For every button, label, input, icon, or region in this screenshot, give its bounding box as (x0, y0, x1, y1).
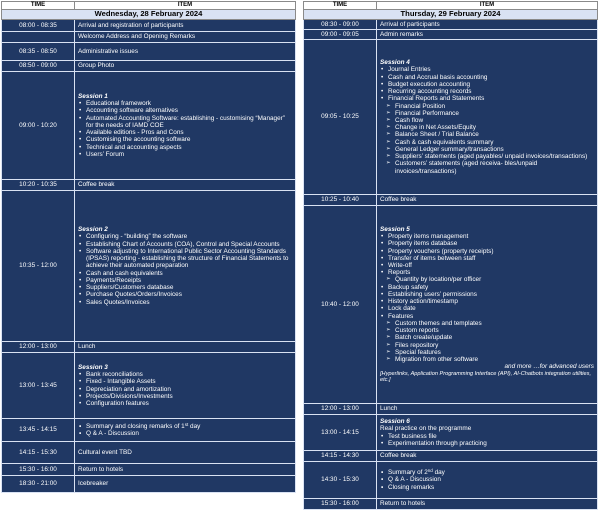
time-cell: 12:00 - 13:00 (2, 342, 75, 353)
time-cell: 08:30 - 09:00 (304, 20, 377, 30)
item-header: ITEM (377, 2, 598, 10)
list-item: ▪ Closing remarks (380, 484, 594, 491)
list-item: • Lock date (380, 305, 594, 312)
schedule-row (304, 195, 598, 206)
schedule-row (2, 419, 296, 442)
time-cell (2, 32, 75, 43)
sub-list-item: ➢ Cash flow (380, 117, 594, 124)
time-cell: 12:00 - 13:00 (304, 404, 377, 415)
list-item: • Technical and accounting aspects (78, 144, 292, 151)
bullet-list (78, 100, 292, 158)
list-item: • Accounting software alternatives (78, 107, 292, 114)
sub-list-item: ➢ Change in Net Assets/Equity (380, 124, 594, 131)
bullet-list (380, 276, 594, 283)
item-cell (377, 462, 598, 499)
bullet-list (380, 103, 594, 175)
schedule-row (304, 20, 598, 30)
list-item: • Automated Accounting Software: establishing - customising “Manager” for the needs of IAMD COE (78, 115, 292, 129)
item-cell (75, 61, 296, 72)
item-cell (75, 342, 296, 353)
item-cell (75, 180, 296, 191)
sub-list-item: ➢ Cash & cash equivalents summary (380, 139, 594, 146)
schedule-day2-table (303, 1, 598, 510)
list-item-text-end: day (432, 469, 445, 477)
time-header: TIME (2, 2, 75, 10)
schedule-row (2, 61, 296, 72)
sub-list-item: ➢ General Ledger summary/transactions (380, 146, 594, 153)
time-cell: 09:00 - 09:05 (304, 30, 377, 40)
time-cell: 10:35 - 12:00 (2, 191, 75, 342)
sub-list-item: ➢ Balance Sheet / Trial Balance (380, 131, 594, 138)
item-header: ITEM (75, 2, 296, 10)
list-item: • Customising the accounting software (78, 136, 292, 143)
item-cell (75, 353, 296, 419)
list-item: • Budget execution accounting (380, 81, 594, 88)
schedule-row (2, 342, 296, 353)
bullet-list (380, 433, 594, 447)
sub-list-item: ➢ Quantity by location/per officer (380, 276, 594, 283)
time-cell: 13:45 - 14:15 (2, 419, 75, 442)
item-cell (377, 195, 598, 206)
item-text: Arrival and registration of participants (78, 21, 184, 29)
item-text: Coffee break (380, 452, 417, 460)
sub-list-item: ➢ Files repository (380, 342, 594, 349)
session-title: Session 3 (78, 363, 108, 371)
list-item (380, 469, 594, 476)
list-item: • Reports (380, 269, 594, 276)
schedule-row (304, 451, 598, 462)
item-cell (75, 72, 296, 180)
session-title: Session 6 (380, 418, 410, 426)
list-item: • Cash and cash equivalents (78, 270, 292, 277)
schedule-row (2, 32, 296, 43)
schedule-row (2, 180, 296, 191)
list-item: • Cash and Accrual basis accounting (380, 74, 594, 81)
bullet-list (380, 469, 594, 476)
item-text: Administrative issues (78, 47, 139, 55)
list-item: • Test business file (380, 433, 594, 440)
list-item-text-end: day (188, 422, 201, 430)
time-cell: 10:25 - 10:40 (304, 195, 377, 206)
session-title: Session 2 (78, 226, 108, 234)
session-lead: Real practice on the programme (380, 425, 472, 433)
list-item: • Transfer of items between staff (380, 255, 594, 262)
list-item: • Fixed - Intangible Assets (78, 378, 292, 385)
advanced-note: [Hyperlinks, Application Programming Interface (API), AI-Chatbots integration utilities, etc.] (380, 370, 591, 383)
schedule-row (2, 191, 296, 342)
bullet-list (78, 423, 292, 430)
list-item: ▪ Q & A - Discussion (380, 476, 594, 483)
bullet-list (78, 430, 292, 437)
item-text: Arrival of participants (380, 20, 440, 28)
item-text: Coffee break (380, 196, 417, 204)
item-cell (75, 419, 296, 442)
day-title: Wednesday, 28 February 2024 (2, 10, 296, 20)
item-cell (75, 191, 296, 342)
more-text: and more …for advanced users (504, 363, 594, 371)
time-cell: 08:35 - 08:50 (2, 43, 75, 61)
day-row (304, 10, 598, 20)
sub-list-item: ➢ Migration from other software (380, 356, 594, 363)
list-item: • Property vouchers (property receipts) (380, 248, 594, 255)
item-text: Welcome Address and Opening Remarks (78, 33, 196, 41)
day-title: Thursday, 29 February 2024 (304, 10, 598, 20)
schedule-row (304, 404, 598, 415)
bullet-list (380, 284, 594, 320)
item-cell (377, 40, 598, 195)
session-title: Session 4 (380, 59, 410, 67)
ordinal-suffix: nd (427, 468, 433, 474)
session-title: Session 5 (380, 225, 410, 233)
item-text: Group Photo (78, 62, 115, 70)
sub-list-item: ➢ Financial Performance (380, 110, 594, 117)
sub-list-item: ➢ Suppliers’ statements (aged payables/ unpaid invoices/transactions) (380, 153, 594, 160)
item-text: Admin remarks (380, 30, 423, 38)
list-item: • Sales Quotes/Invoices (78, 299, 292, 306)
time-cell: 13:00 - 14:15 (304, 415, 377, 451)
list-item: • History action/timestamp (380, 298, 594, 305)
item-cell (377, 451, 598, 462)
sub-list-item: ➢ Financial Position (380, 103, 594, 110)
item-cell (377, 404, 598, 415)
time-cell: 08:00 - 08:35 (2, 20, 75, 32)
time-cell: 15:30 - 16:00 (2, 464, 75, 476)
day-row (2, 10, 296, 20)
bullet-list (380, 320, 594, 363)
schedule-row (2, 476, 296, 493)
bullet-list (380, 95, 594, 102)
session-title: Session 1 (78, 92, 108, 100)
list-item: • Experimentation through practicing (380, 440, 594, 447)
item-text: Cultural event TBD (78, 448, 132, 456)
list-item: • Property items management (380, 233, 594, 240)
list-item: • Projects/Divisions/Investments (78, 393, 292, 400)
list-item (78, 423, 292, 430)
sub-list-item: ➢ Batch create/update (380, 334, 594, 341)
bullet-list (78, 233, 292, 305)
sub-list-item: ➢ Customers’ statements (aged receiva- bles/unpaid invoices/transactions) (380, 160, 594, 174)
item-cell (377, 499, 598, 510)
sub-list-item: ➢ Custom themes and templates (380, 320, 594, 327)
item-cell (377, 206, 598, 404)
list-item: • Payments/Receipts (78, 277, 292, 284)
schedule-day1-table (1, 1, 296, 493)
schedule-row (304, 499, 598, 510)
item-cell (377, 30, 598, 40)
sub-list-item: ➢ Custom reports (380, 327, 594, 334)
list-item: • Software adjusting to International Public Sector Accounting Standards (IPSAS) reporting - establishing the structure of Financial Statements to achieve their automated preparation (78, 248, 292, 270)
list-item: • Suppliers/Customers database (78, 284, 292, 291)
schedule-row (304, 30, 598, 40)
item-cell (377, 415, 598, 451)
list-item: • Write-off (380, 262, 594, 269)
item-cell (75, 43, 296, 61)
time-cell: 10:20 - 10:35 (2, 180, 75, 191)
item-text: Coffee break (78, 181, 115, 189)
item-cell (75, 20, 296, 32)
time-cell: 14:15 - 15:30 (2, 442, 75, 464)
list-item: • Establishing users’ permissions (380, 291, 594, 298)
schedule-row (304, 40, 598, 195)
item-cell (75, 32, 296, 43)
schedule-row (304, 415, 598, 451)
item-text: Lunch (380, 405, 398, 413)
list-item: ▪ Q & A - Discussion (78, 430, 292, 437)
time-header: TIME (304, 2, 377, 10)
item-text: Return to hotels (380, 500, 426, 508)
time-cell: 09:05 - 10:25 (304, 40, 377, 195)
schedule-row (2, 43, 296, 61)
time-cell: 10:40 - 12:00 (304, 206, 377, 404)
list-item: • Educational framework (78, 100, 292, 107)
schedule-row (2, 72, 296, 180)
item-text: Icebreaker (78, 480, 109, 488)
ordinal-suffix: st (184, 421, 189, 427)
time-cell: 13:00 - 13:45 (2, 353, 75, 419)
schedule-row (2, 20, 296, 32)
bullet-list (380, 233, 594, 276)
list-item: • Available editions - Pros and Cons (78, 129, 292, 136)
item-cell (75, 442, 296, 464)
list-item-text: Summary and closing remarks of 1 (86, 422, 185, 430)
bullet-list (380, 476, 594, 490)
item-text: Return to hotels (78, 465, 124, 473)
time-cell: 08:50 - 09:00 (2, 61, 75, 72)
list-item: • Purchase Quotes/Orders/Invoices (78, 291, 292, 298)
time-cell: 14:15 - 14:30 (304, 451, 377, 462)
list-item: • Configuring - “building” the software (78, 233, 292, 240)
list-item: • Financial Reports and Statements (380, 95, 594, 102)
list-item: • Configuration features (78, 400, 292, 407)
schedule-row (2, 442, 296, 464)
list-item: • Features (380, 313, 594, 320)
schedule-row (2, 353, 296, 419)
list-item-text: Summary of 2 (388, 469, 428, 477)
list-item: • Journal Entries (380, 66, 594, 73)
item-cell (75, 476, 296, 493)
list-item: • Property items database (380, 240, 594, 247)
list-item: • Recurring accounting records (380, 88, 594, 95)
schedule-row (304, 206, 598, 404)
schedule-row (304, 462, 598, 499)
list-item: • Establishing Chart of Accounts (COA), Control and Special Accounts (78, 241, 292, 248)
time-cell: 15:30 - 16:00 (304, 499, 377, 510)
bullet-list (380, 66, 594, 95)
item-cell (377, 20, 598, 30)
time-cell: 18:30 - 21:00 (2, 476, 75, 493)
schedule-row (2, 464, 296, 476)
list-item: • Backup safety (380, 284, 594, 291)
time-cell: 14:30 - 15:30 (304, 462, 377, 499)
sub-list-item: ➢ Special features (380, 349, 594, 356)
bullet-list (78, 371, 292, 407)
item-text: Lunch (78, 343, 96, 351)
list-item: • Depreciation and amortization (78, 386, 292, 393)
item-cell (75, 464, 296, 476)
time-cell: 09:00 - 10:20 (2, 72, 75, 180)
list-item: • Bank reconciliations (78, 371, 292, 378)
list-item: • Users’ Forum (78, 151, 292, 158)
